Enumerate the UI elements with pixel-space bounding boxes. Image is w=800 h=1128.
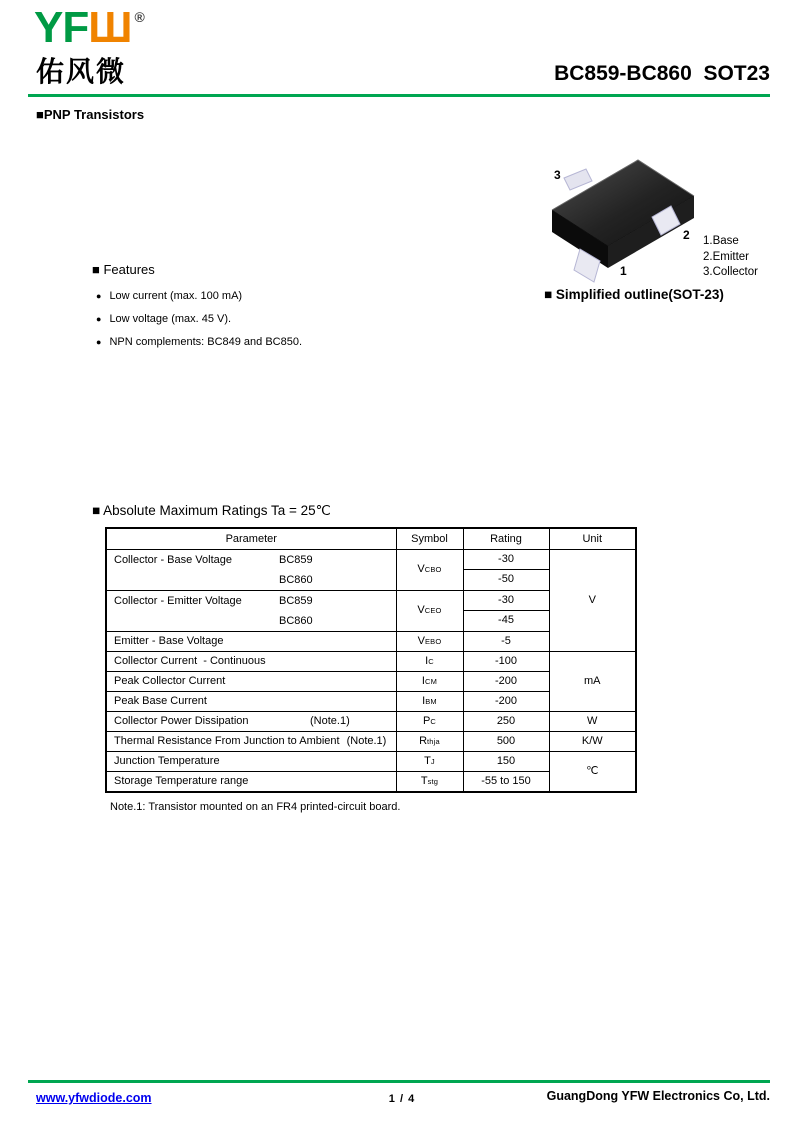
cell-unit-kw: K/W (549, 731, 636, 751)
cell-param-junction-temperature (106, 751, 396, 771)
cell-param-collector-power-dissipation (106, 711, 396, 731)
header-divider (28, 94, 770, 97)
pin3-number-label: 3 (554, 168, 561, 182)
cell-unit-celsius: ℃ (549, 751, 636, 792)
symbol-main: V (417, 634, 425, 647)
pin-legend (703, 234, 758, 281)
variant-bc860: BC860 (279, 573, 313, 586)
symbol-subscript: stg (427, 776, 439, 786)
cell-symbol-tstg (396, 771, 463, 792)
column-header-symbol: Symbol (396, 528, 463, 549)
website-link[interactable]: www.yfwdiode.com (36, 1091, 152, 1105)
symbol-subscript: C (430, 716, 436, 726)
param-label: Collector Power Dissipation (114, 714, 249, 727)
symbol-subscript: CM (424, 676, 438, 686)
table-row (106, 651, 636, 671)
cell-rating: 250 (463, 711, 549, 731)
pin3-lead (564, 169, 592, 190)
param-label: Junction Temperature (114, 754, 220, 767)
cell-symbol-icm (396, 671, 463, 691)
symbol-subscript: CEO (424, 606, 442, 615)
company-name: GuangDong YFW Electronics Co, Ltd. (546, 1089, 770, 1103)
logo-yf-text: YF (34, 3, 89, 52)
cell-unit-watts: W (549, 711, 636, 731)
symbol-subscript: thja (427, 736, 440, 746)
pin-legend-emitter: 2.Emitter (703, 250, 750, 263)
logo-chinese-text: 佑风微 (36, 56, 127, 87)
yfw-logo (34, 3, 145, 52)
symbol-subscript: BM (425, 696, 437, 706)
logo-w-glyph: Ш (88, 3, 132, 52)
cell-symbol-ibm (396, 691, 463, 711)
variant-bc859: BC859 (279, 594, 313, 607)
table-row (106, 751, 636, 771)
cell-symbol-pc (396, 711, 463, 731)
param-line (107, 591, 396, 611)
cell-rating: -5 (463, 631, 549, 651)
registered-trademark-icon: ® (134, 9, 145, 25)
param-label: Emitter - Base Voltage (114, 634, 224, 647)
param-label: Peak Base Current (114, 694, 207, 707)
table-footnote: Note.1: Transistor mounted on an FR4 printed-circuit board. (110, 801, 401, 813)
cell-param-collector-emitter-voltage (106, 590, 396, 631)
cell-symbol-vceo (396, 590, 463, 631)
table-row (106, 731, 636, 751)
symbol-main: V (417, 563, 425, 575)
param-line (107, 570, 396, 590)
param-label: Collector - Emitter Voltage (114, 594, 242, 607)
page-number: 1 / 4 (388, 1093, 416, 1105)
bullet-icon: ● (96, 290, 102, 301)
features-list (96, 284, 302, 353)
cell-rating: -45 (463, 611, 549, 632)
column-header-rating: Rating (463, 528, 549, 549)
page-title: BC859-BC860 SOT23 (554, 62, 770, 85)
symbol-main: R (419, 734, 428, 747)
symbol-main: P (423, 714, 431, 727)
cell-param-thermal-resistance (106, 731, 396, 751)
bullet-icon: ● (96, 336, 102, 347)
cell-symbol-ic (396, 651, 463, 671)
variant-bc860: BC860 (279, 614, 313, 627)
cell-rating: -200 (463, 671, 549, 691)
table-row (106, 549, 636, 570)
cell-param-storage-temperature (106, 771, 396, 792)
note-reference: (Note.1) (310, 714, 350, 727)
cell-param-collector-current (106, 651, 396, 671)
param-label: Storage Temperature range (114, 774, 249, 787)
symbol-main: I (422, 694, 426, 707)
feature-item (96, 330, 302, 353)
cell-symbol-vebo (396, 631, 463, 651)
cell-unit-volts: V (549, 549, 636, 651)
cell-symbol-tj (396, 751, 463, 771)
symbol-subscript: C (428, 656, 434, 666)
param-line (107, 611, 396, 631)
symbol-subscript: J (430, 756, 435, 766)
cell-rating: -100 (463, 651, 549, 671)
cell-symbol-rthja (396, 731, 463, 751)
cell-rating: -50 (463, 570, 549, 591)
cell-symbol-vcbo (396, 549, 463, 590)
amr-table-wrap (105, 527, 637, 793)
cell-param-peak-collector-current (106, 671, 396, 691)
column-header-unit: Unit (549, 528, 636, 549)
symbol-main: V (417, 604, 425, 616)
feature-item (96, 307, 302, 330)
note-reference: (Note.1) (346, 734, 387, 747)
param-label: Collector Current - Continuous (114, 654, 266, 667)
feature-text: NPN complements: BC849 and BC850. (109, 335, 303, 348)
table-row (106, 711, 636, 731)
features-heading: ■ Features (92, 262, 155, 277)
cell-rating: 500 (463, 731, 549, 751)
symbol-main: I (421, 674, 425, 687)
symbol-main: T (424, 754, 431, 767)
feature-item (96, 284, 302, 307)
table-header-row (106, 528, 636, 549)
param-label: Thermal Resistance From Junction to Ambient (114, 734, 340, 747)
cell-param-collector-base-voltage (106, 549, 396, 590)
cell-rating: -200 (463, 691, 549, 711)
cell-unit-milliamps: mA (549, 651, 636, 711)
section-heading-pnp-transistors: ■PNP Transistors (36, 107, 145, 122)
cell-param-emitter-base-voltage (106, 631, 396, 651)
param-label: Collector - Base Voltage (114, 553, 233, 566)
outline-caption: ■ Simplified outline(SOT-23) (544, 287, 724, 302)
param-label: Peak Collector Current (114, 674, 226, 687)
sot23-package-figure (540, 146, 710, 292)
pin1-number-label: 1 (620, 264, 627, 278)
column-header-parameter: Parameter (106, 528, 396, 549)
cell-rating: -55 to 150 (463, 771, 549, 792)
cell-rating: 150 (463, 751, 549, 771)
amr-heading: ■ Absolute Maximum Ratings Ta = 25℃ (92, 503, 331, 518)
symbol-subscript: EBO (424, 636, 442, 646)
symbol-main: I (425, 654, 429, 667)
symbol-main: T (420, 774, 428, 787)
pin-legend-collector: 3.Collector (703, 266, 758, 278)
feature-text: Low current (max. 100 mA) (109, 289, 243, 302)
cell-param-peak-base-current (106, 691, 396, 711)
feature-text: Low voltage (max. 45 V). (109, 312, 232, 325)
variant-bc859: BC859 (279, 553, 313, 566)
pin-legend-base: 1.Base (703, 235, 739, 247)
absolute-maximum-ratings-table (105, 527, 637, 793)
param-line (107, 550, 396, 570)
cell-rating: -30 (463, 549, 549, 570)
bullet-icon: ● (96, 313, 102, 324)
cell-rating: -30 (463, 590, 549, 611)
pin2-number-label: 2 (683, 228, 690, 242)
symbol-subscript: CBO (424, 565, 442, 574)
footer-divider (28, 1080, 770, 1083)
